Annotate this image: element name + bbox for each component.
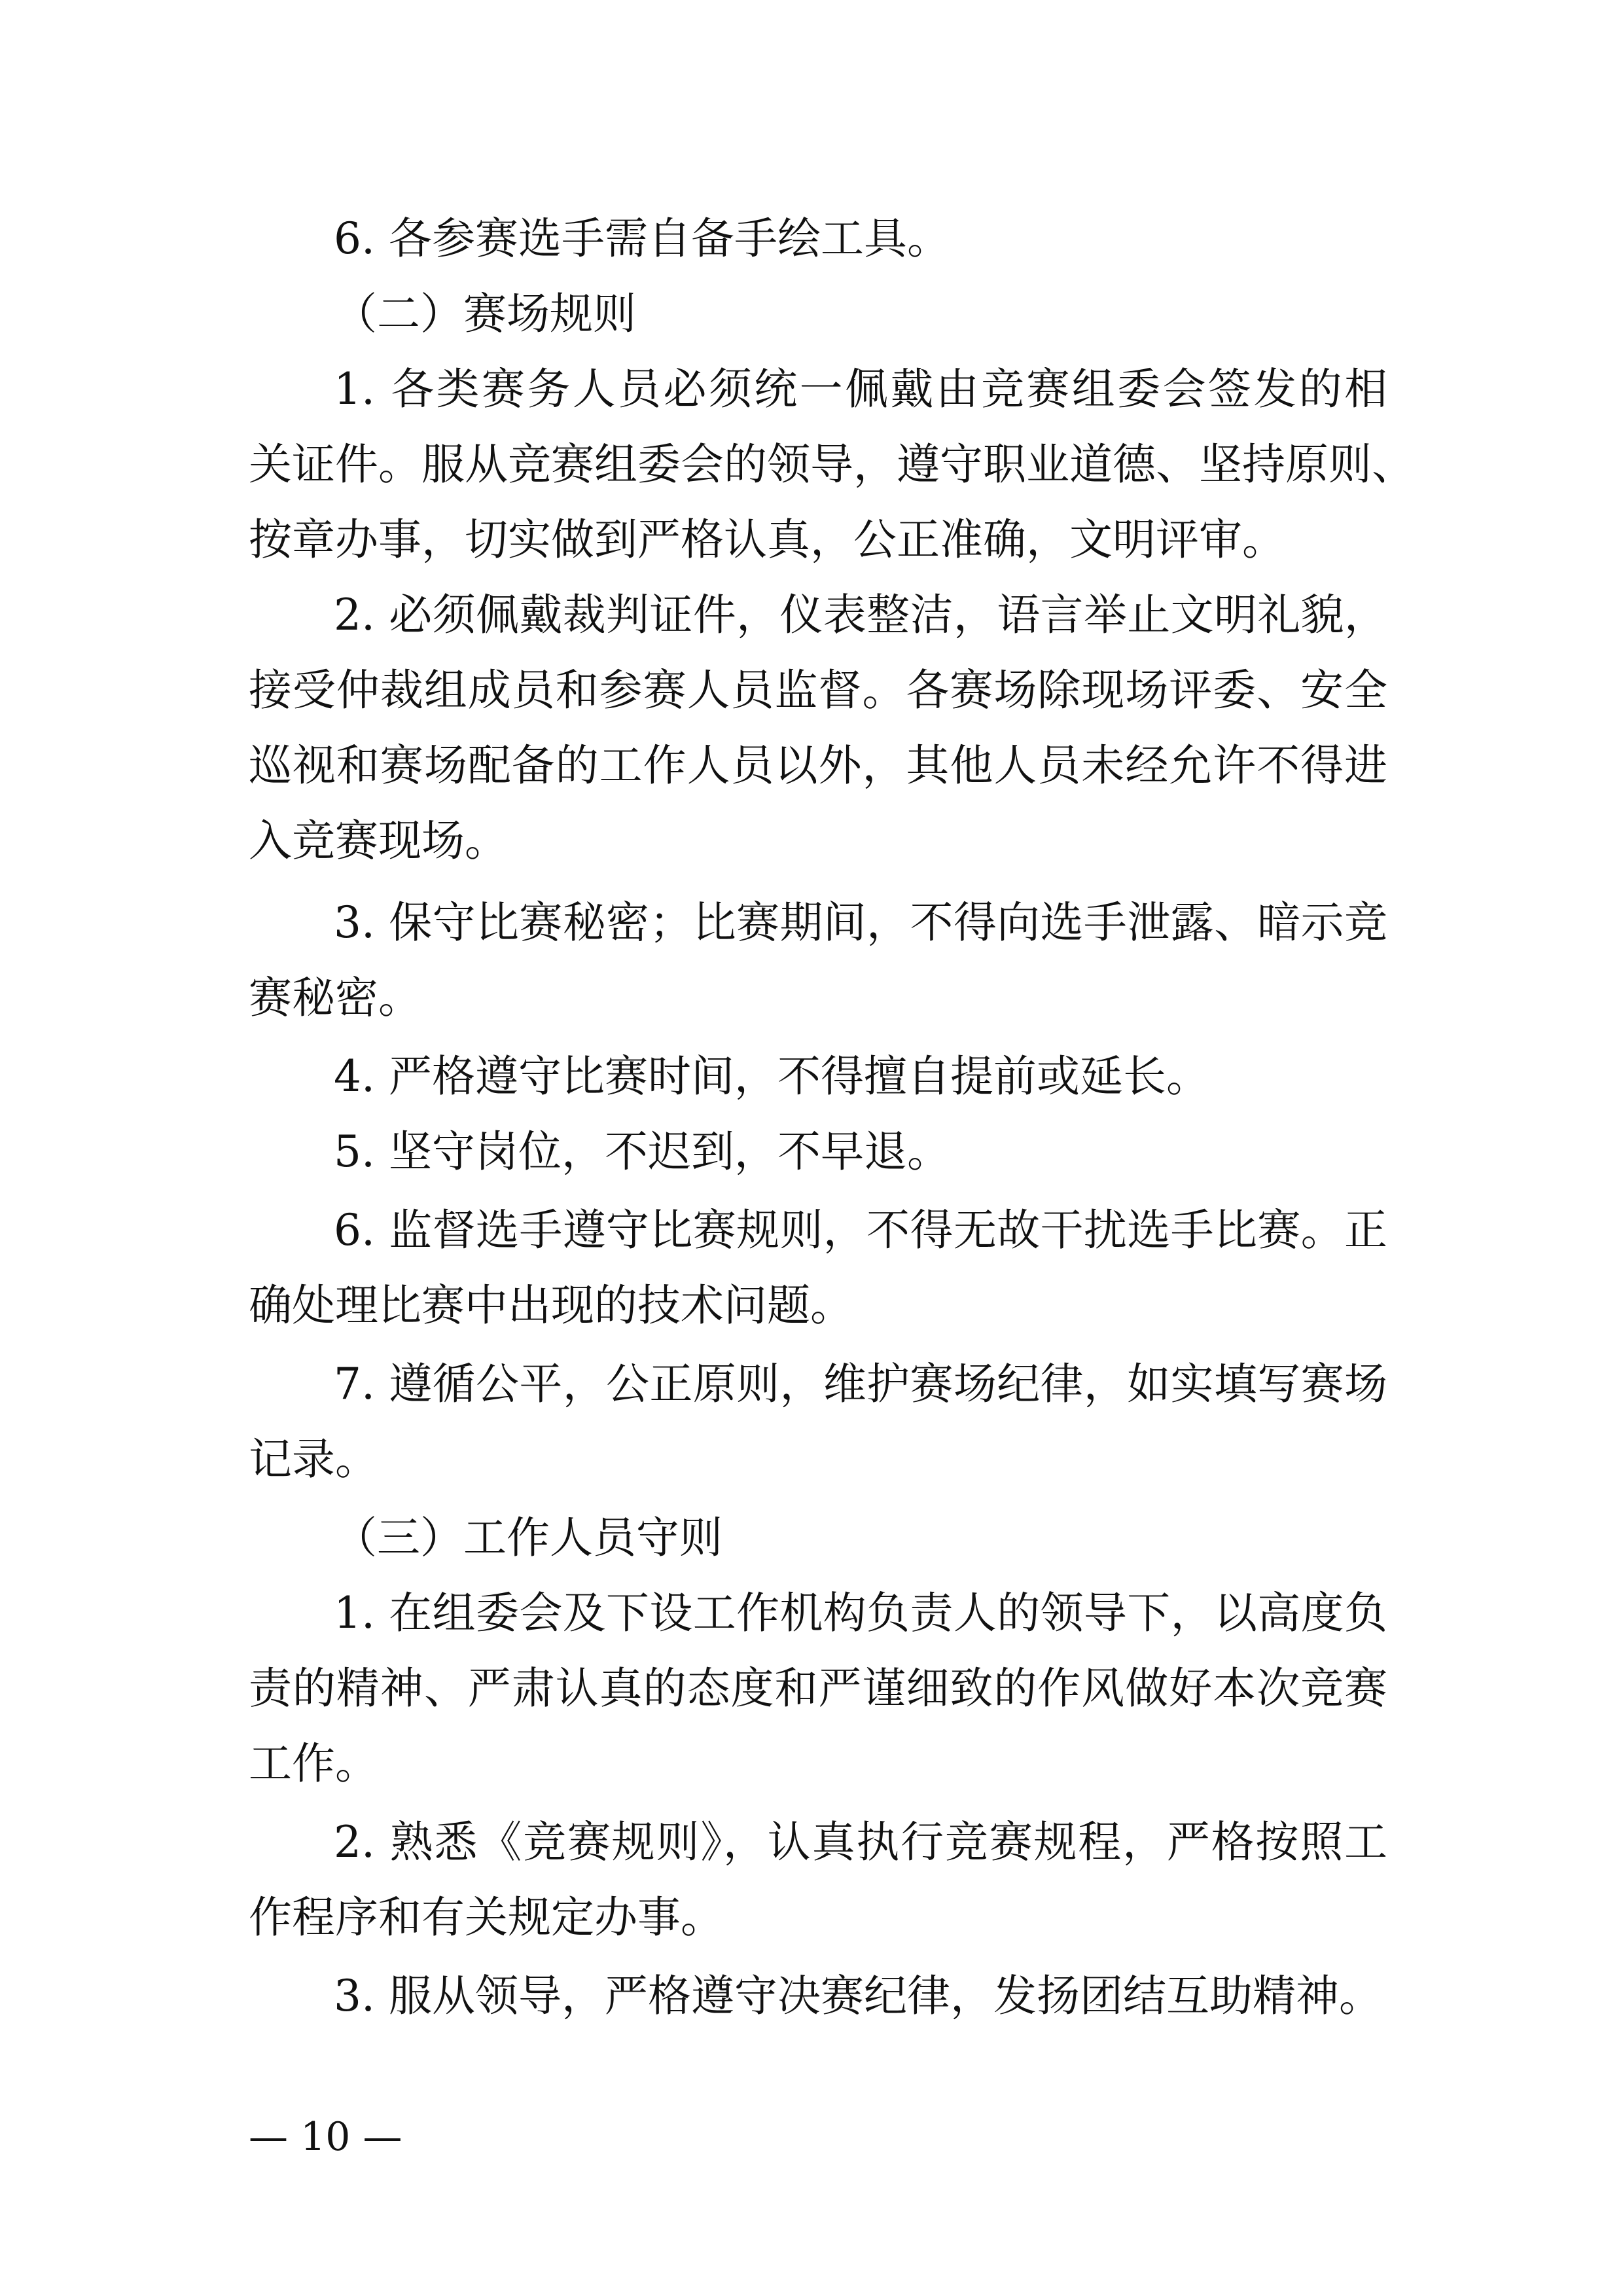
paragraph-line: 作程序和有关规定办事。 [249,1892,724,1943]
paragraph-line: 6. 各参赛选手需自备手绘工具。 [334,213,950,264]
section-heading: （三）工作人员守则 [334,1513,722,1563]
paragraph-line: 入竞赛现场。 [249,816,508,866]
paragraph-line: 巡视和赛场配备的工作人员以外，其他人员未经允许不得进 [249,740,1387,791]
paragraph-line: 工作。 [249,1738,378,1789]
paragraph-line: 4. 严格遵守比赛时间，不得擅自提前或延长。 [334,1051,1209,1102]
paragraph-line: 接受仲裁组成员和参赛人员监督。各赛场除现场评委、安全 [249,665,1387,715]
paragraph-line: 记录。 [249,1434,378,1484]
paragraph-line: 1. 在组委会及下设工作机构负责人的领导下，以高度负 [334,1588,1387,1638]
paragraph-line: 赛秘密。 [249,973,421,1023]
paragraph-line: 关证件。服从竞赛组委会的领导，遵守职业道德、坚持原则、 [249,439,1415,490]
paragraph-line: 3. 保守比赛秘密；比赛期间，不得向选手泄露、暗示竞 [334,897,1387,948]
paragraph-line: 6. 监督选手遵守比赛规则，不得无故干扰选手比赛。正 [334,1205,1387,1255]
section-heading: （二）赛场规则 [334,289,636,339]
paragraph-line: 1. 各类赛务人员必须统一佩戴由竞赛组委会签发的相 [334,364,1387,414]
paragraph-line: 2. 熟悉《竞赛规则》，认真执行竞赛规程，严格按照工 [334,1817,1387,1867]
page-number: — 10 — [249,2114,402,2160]
paragraph-line: 按章办事，切实做到严格认真，公正准确，文明评审。 [249,514,1285,565]
paragraph-line: 7. 遵循公平，公正原则，维护赛场纪律，如实填写赛场 [334,1359,1387,1409]
paragraph-line: 5. 坚守岗位，不迟到，不早退。 [334,1126,950,1177]
paragraph-line: 责的精神、严肃认真的态度和严谨细致的作风做好本次竞赛 [249,1663,1387,1713]
paragraph-line: 3. 服从领导，严格遵守决赛纪律，发扬团结互助精神。 [334,1971,1382,2021]
paragraph-line: 2. 必须佩戴裁判证件，仪表整洁，语言举止文明礼貌， [334,590,1387,640]
paragraph-line: 确处理比赛中出现的技术问题。 [249,1280,853,1331]
